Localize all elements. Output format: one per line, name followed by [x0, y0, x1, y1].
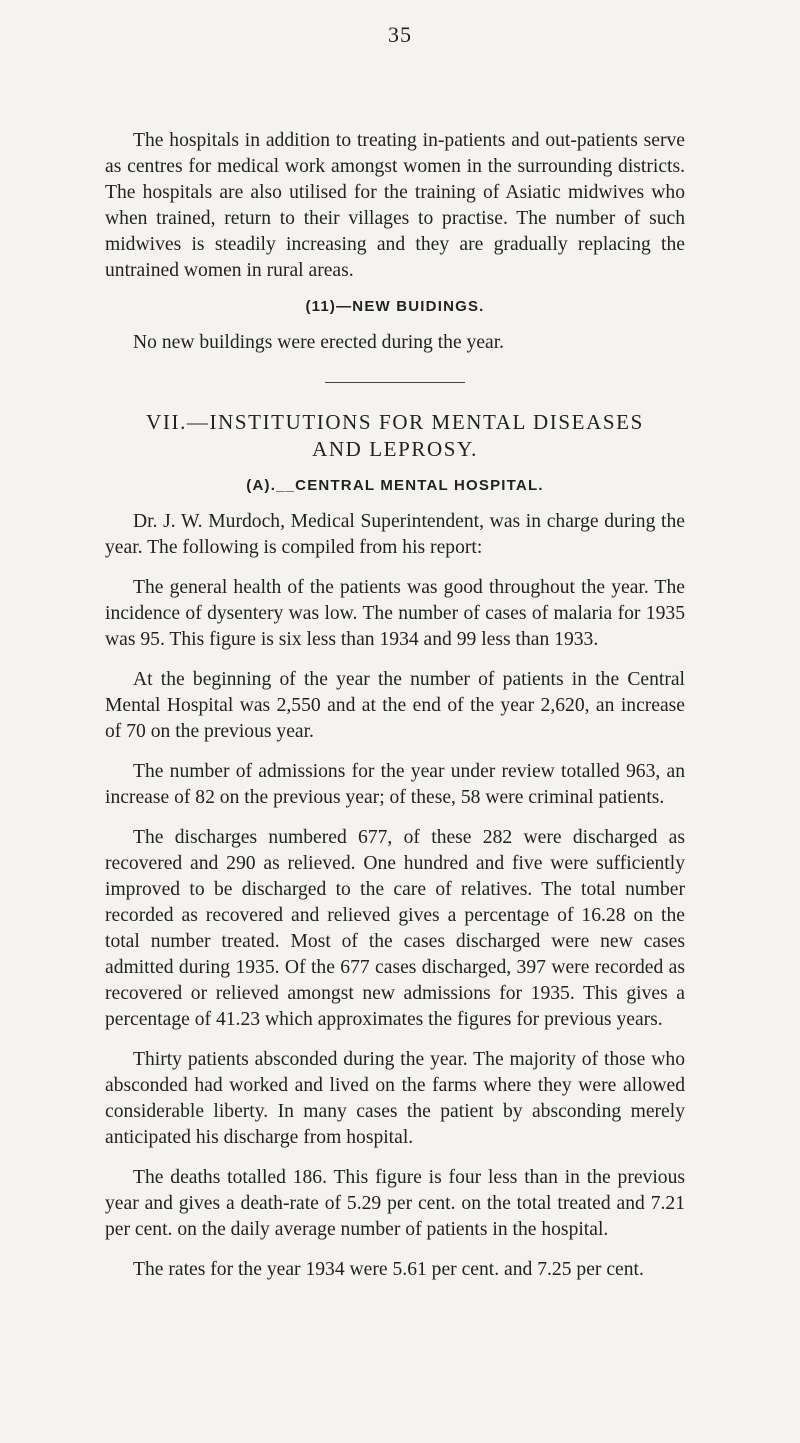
paragraph-superintendent: Dr. J. W. Murdoch, Medical Superintendent, was in charge during the year. The following is compiled from his report: — [105, 511, 685, 558]
paragraph-rates-1934: The rates for the year 1934 were 5.61 per cent. and 7.25 per cent. — [133, 1259, 644, 1280]
paragraph-no-buildings: No new buildings were erected during the year. — [133, 332, 505, 353]
paragraph-patient-count: At the beginning of the year the number of patients in the Central Mental Hospital was 2,550 and at the end of the year 2,620, an increase of 70 on the previous year. — [105, 669, 685, 742]
heading-central-mental-hospital: (A).__CENTRAL MENTAL HOSPITAL. — [246, 477, 544, 494]
paragraph-general-health: The general health of the patients was good throughout the year. The incidence of dysentery was low. The number of cases of malaria for 1935 was 95. This figure is six less than 1934 and 99 less than 1933. — [105, 577, 685, 650]
paragraph-admissions: The number of admissions for the year under review totalled 963, an increase of 82 on the previous year; of these, 58 were criminal patients. — [105, 761, 685, 808]
paragraph-discharges: The discharges numbered 677, of these 282 were discharged as recovered and 290 as relieved. One hundred and five were sufficiently improved to be discharged to the care of relatives. The total number recorded as recovered and relieved gives a percentage of 16.28 on the total number treated. Most of the cases discharged were new cases admitted during 1935. Of the 677 cases discharged, 397 were recorded as recovered or relieved amongst new admissions for 1935. This gives a percentage of 41.23 which approximates the figures for previous years. — [105, 827, 685, 1030]
paragraph-deaths: The deaths totalled 186. This figure is four less than in the previous year and gives a death-rate of 5.29 per cent. on the total treated and 7.21 per cent. on the daily average number of patients in the hospital. — [105, 1167, 685, 1240]
heading-section-vii-line1: VII.—INSTITUTIONS FOR MENTAL DISEASES — [146, 410, 644, 434]
page-number: 35 — [388, 22, 412, 47]
page-content — [105, 128, 685, 1283]
heading-new-buildings: (11)—NEW BUIDINGS. — [305, 298, 485, 315]
heading-section-vii-line2: AND LEPROSY. — [312, 437, 478, 461]
paragraph-absconded: Thirty patients absconded during the year. The majority of those who absconded had worked and lived on the farms where they were allowed considerable liberty. In many cases the patient by absconding merely anticipated his discharge from hospital. — [105, 1049, 685, 1148]
paragraph-hospitals: The hospitals in addition to treating in-patients and out-patients serve as centres for medical work amongst women in the surrounding districts. The hospitals are also utilised for the training of Asiatic midwives who when trained, return to their villages to practise. The number of such midwives is steadily increasing and they are gradually replacing the untrained women in rural areas. — [105, 130, 685, 281]
